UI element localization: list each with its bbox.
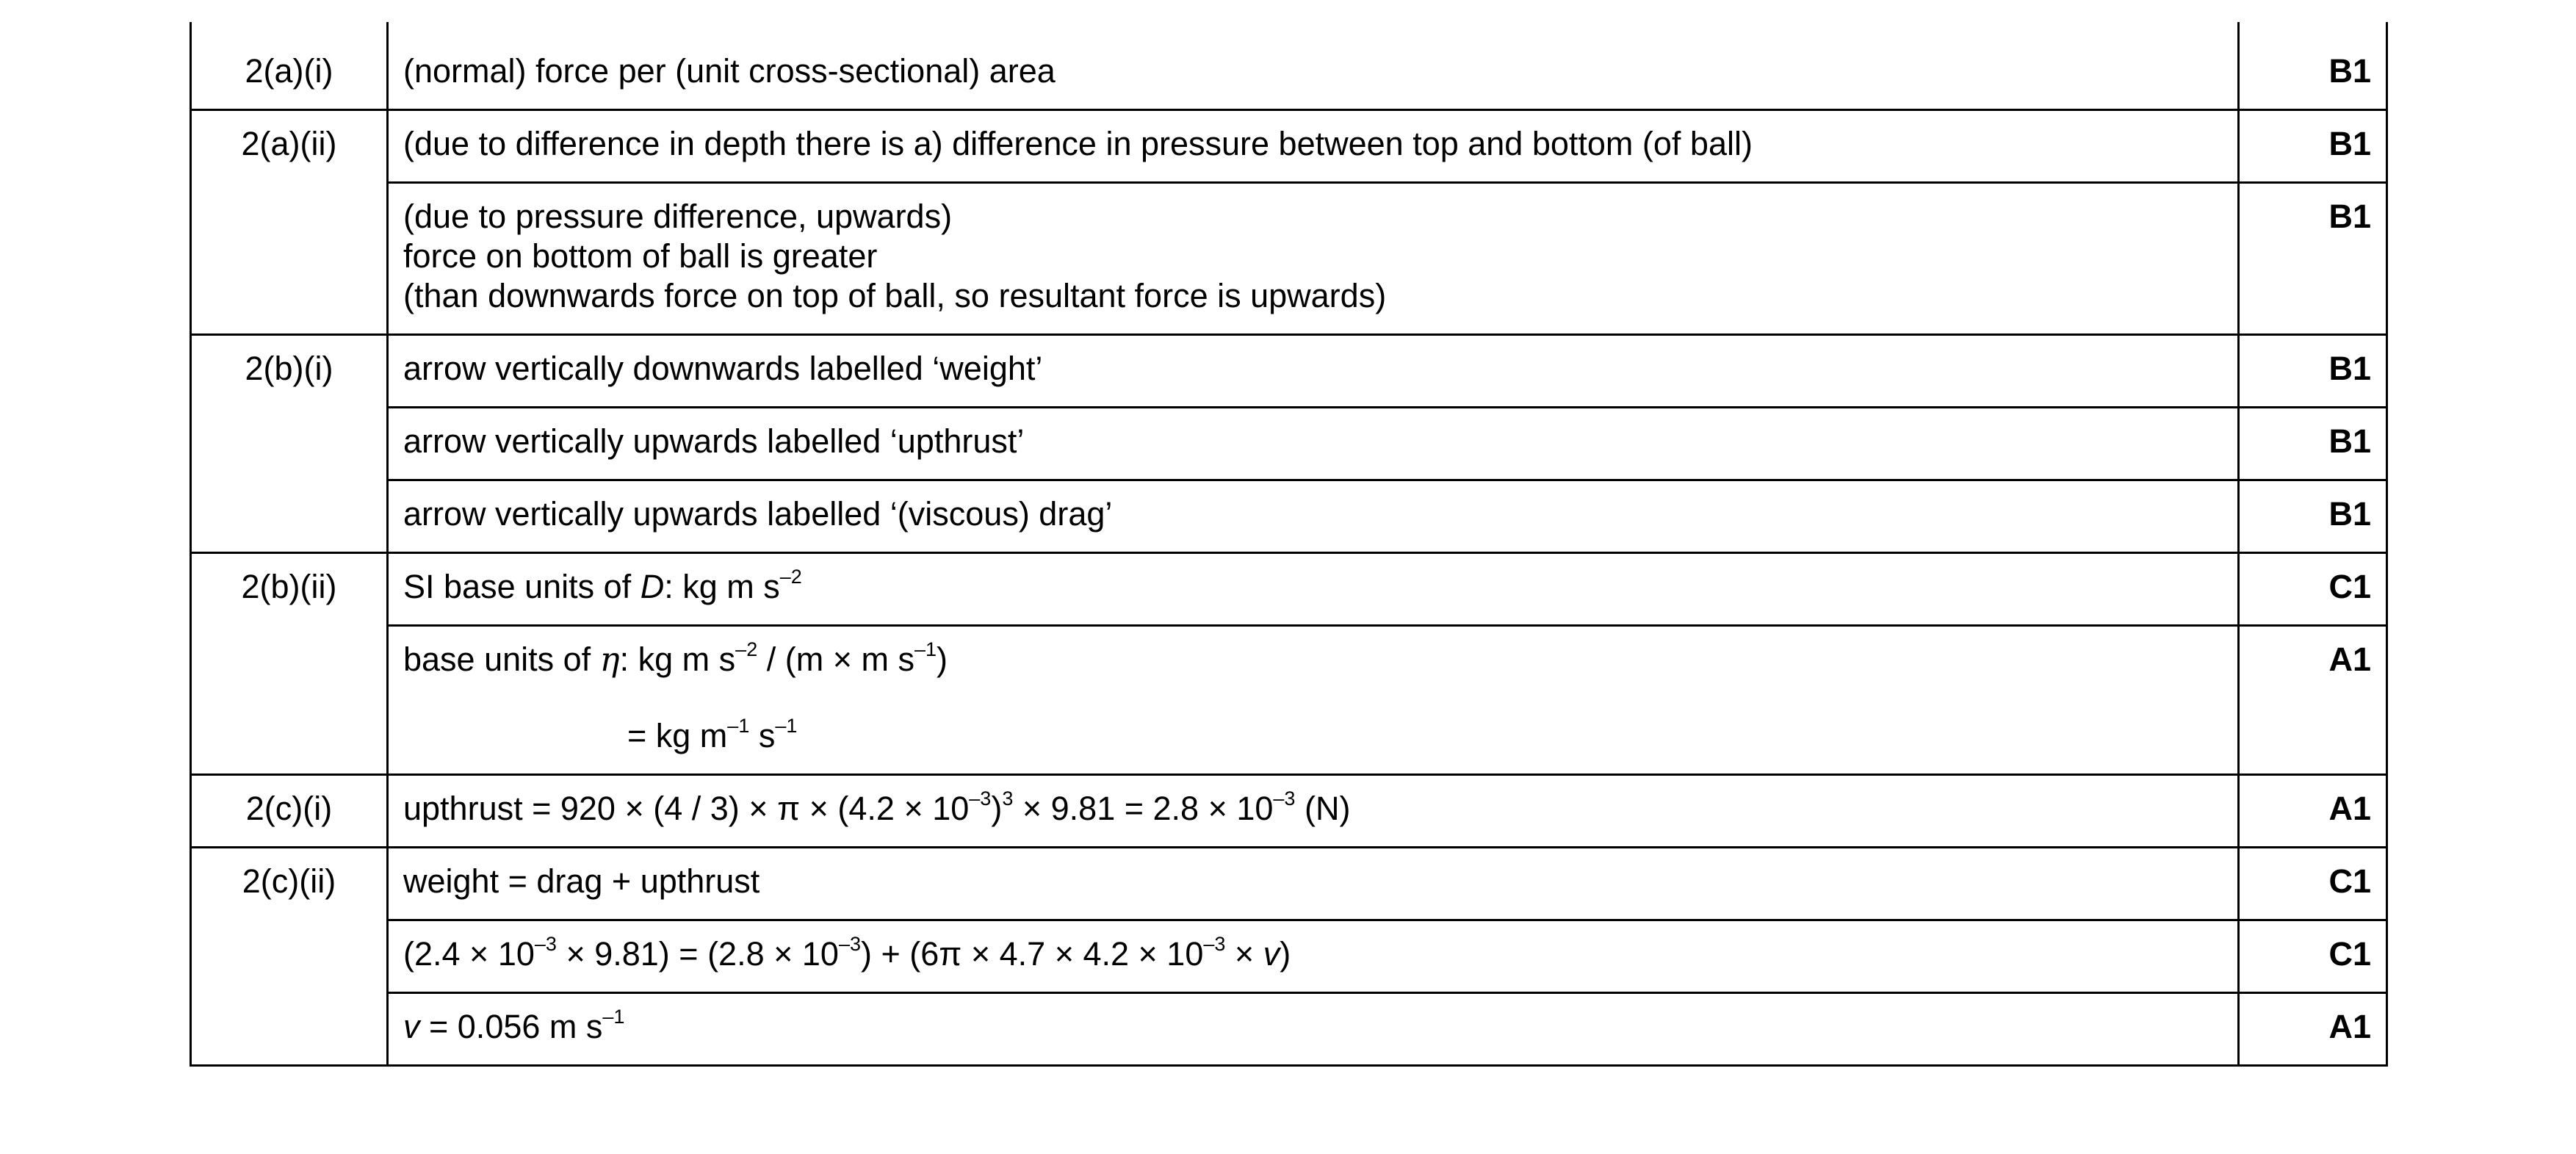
text-part: : kg m s — [619, 641, 736, 678]
mark-code: A1 — [2239, 626, 2387, 775]
question-number: 2(c)(i) — [191, 775, 388, 848]
mark-code: A1 — [2239, 993, 2387, 1066]
table-row — [191, 920, 2387, 993]
text-part: ) + (6π × 4.7 × 4.2 × 10 — [861, 935, 1204, 973]
answer-text: weight = drag + upthrust — [388, 848, 2239, 920]
mark-code: C1 — [2239, 848, 2387, 920]
question-number: 2(b)(i) — [191, 335, 388, 553]
answer-text: (due to difference in depth there is a) difference in pressure between top and bottom (of ball) — [388, 110, 2239, 183]
text-part: SI base units of — [403, 568, 641, 605]
exponent: –2 — [779, 566, 802, 588]
text-part: base units of — [403, 641, 600, 678]
answer-line: force on bottom of ball is greater — [403, 237, 878, 275]
text-part: (2.4 × 10 — [403, 935, 535, 973]
table-row — [191, 22, 2387, 110]
mark-code: C1 — [2239, 553, 2387, 626]
exponent: –3 — [1273, 787, 1296, 809]
text-part: / (m × m s — [757, 641, 914, 678]
mark-code: B1 — [2239, 480, 2387, 553]
exponent: –1 — [602, 1006, 625, 1028]
text-part: × 9.81) = (2.8 × 10 — [556, 935, 839, 973]
text-part: upthrust = 920 × (4 / 3) × π × (4.2 × 10 — [403, 790, 970, 827]
table-row — [191, 626, 2387, 775]
symbol-eta: η — [599, 640, 620, 679]
answer-line — [403, 640, 2223, 679]
symbol-v: v — [1263, 935, 1280, 973]
text-part: = 0.056 m s — [419, 1008, 603, 1045]
exponent: –3 — [534, 933, 557, 955]
symbol-d: D — [640, 568, 665, 605]
mark-code: B1 — [2239, 183, 2387, 335]
mark-code: C1 — [2239, 920, 2387, 993]
exponent: –1 — [775, 715, 798, 737]
answer-text — [388, 626, 2239, 775]
mark-code: A1 — [2239, 775, 2387, 848]
table-row — [191, 553, 2387, 626]
answer-text — [388, 553, 2239, 626]
answer-text: arrow vertically downwards labelled ‘weight’ — [388, 335, 2239, 408]
mark-code: B1 — [2239, 408, 2387, 480]
table-row — [191, 993, 2387, 1066]
mark-code: B1 — [2239, 22, 2387, 110]
answer-text: arrow vertically upwards labelled ‘upthrust’ — [388, 408, 2239, 480]
answer-text — [388, 920, 2239, 993]
symbol-v: v — [403, 1008, 420, 1045]
exponent: –2 — [735, 638, 758, 660]
question-number: 2(a)(ii) — [191, 110, 388, 335]
spacer — [403, 679, 2223, 716]
table-row — [191, 775, 2387, 848]
text-part: × 9.81 = 2.8 × 10 — [1013, 790, 1274, 827]
exponent: –3 — [969, 787, 992, 809]
text-part: × — [1225, 935, 1263, 973]
answer-line — [403, 716, 2223, 756]
text-part: ) — [991, 790, 1003, 827]
exponent: –1 — [727, 715, 750, 737]
text-part: ) — [1280, 935, 1291, 973]
answer-text — [388, 993, 2239, 1066]
table-row — [191, 408, 2387, 480]
question-number: 2(c)(ii) — [191, 848, 388, 1066]
exponent: –3 — [1203, 933, 1226, 955]
table-row — [191, 480, 2387, 553]
exponent: –3 — [838, 933, 862, 955]
answer-line: (due to pressure difference, upwards) — [403, 198, 953, 235]
mark-scheme-table — [190, 22, 2388, 1067]
mark-code: B1 — [2239, 335, 2387, 408]
mark-code: B1 — [2239, 110, 2387, 183]
question-number: 2(a)(i) — [191, 22, 388, 110]
table-row — [191, 335, 2387, 408]
table-row — [191, 848, 2387, 920]
text-part: = kg m — [627, 717, 728, 754]
text-part: ) — [937, 641, 948, 678]
answer-text — [388, 775, 2239, 848]
answer-line: (than downwards force on top of ball, so resultant force is upwards) — [403, 277, 1387, 314]
answer-text: (normal) force per (unit cross-sectional) area — [388, 22, 2239, 110]
text-part: : kg m s — [664, 568, 780, 605]
exponent: 3 — [1002, 787, 1014, 809]
question-number: 2(b)(ii) — [191, 553, 388, 775]
exponent: –1 — [914, 638, 937, 660]
text-part: (N) — [1295, 790, 1351, 827]
text-part: s — [749, 717, 776, 754]
answer-text — [388, 183, 2239, 335]
table-row — [191, 110, 2387, 183]
answer-text: arrow vertically upwards labelled ‘(viscous) drag’ — [388, 480, 2239, 553]
table-row — [191, 183, 2387, 335]
